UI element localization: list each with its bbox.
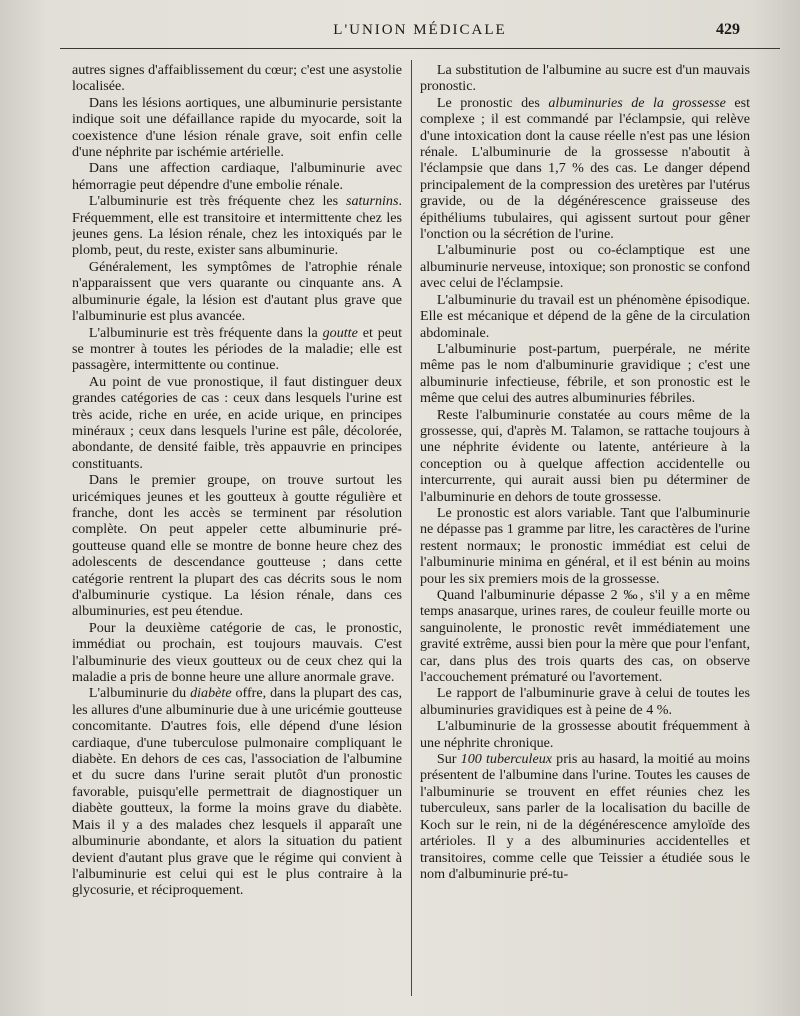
italic-term: 100 tuberculeux: [460, 751, 552, 768]
paragraph: L'albuminurie du travail est un phénomène épisodique. Elle est mécanique et dépend de la gêne de la circulation abdominale.: [420, 291, 750, 341]
paragraph: L'albuminurie post ou co-éclamptique est une albuminurie nerveuse, intoxique; son pronostic se confond avec celui de l'éclampsie.: [420, 242, 750, 292]
italic-term: goutte: [322, 324, 358, 341]
paragraph: Pour la deuxième catégorie de cas, le pronostic, immédiat ou prochain, est toujours mauvais. C'est l'albuminurie des vieux goutteux ou de ceux chez qui la maladie a pris de bonne heure une allure anormale grave.: [72, 619, 402, 686]
paragraph: Dans une affection cardiaque, l'albuminurie avec hémorragie peut dépendre d'une embolie rénale.: [72, 160, 402, 193]
page-number: 429: [716, 21, 740, 38]
running-header: [60, 20, 780, 49]
paragraph: autres signes d'affaiblissement du cœur; c'est une asystolie localisée.: [72, 62, 402, 95]
paragraph-text: Sur: [436, 751, 461, 768]
paragraph: [72, 685, 402, 898]
paragraph: Le rapport de l'albuminurie grave à celui de toutes les albuminuries gravidiques est à peine de 4 %.: [420, 685, 750, 718]
paragraph: Dans les lésions aortiques, une albuminurie persistante indique soit une défaillance rapide du myocarde, soit la coexistence d'une lésion rénale grave, soit enfin celle d'une néphrite par ischémie artérielle.: [72, 94, 402, 161]
column-divider: [411, 60, 412, 996]
paragraph: [72, 325, 402, 374]
italic-term: saturnins: [345, 193, 399, 210]
paragraph-text: est complexe ; il est commandé par l'éclampsie, qui relève d'une intoxication dont la cause réelle n'est pas une lésion rénale. L'albuminurie de la grossesse n'aboutit à l'éclampsie que dans 1,7 % des cas. Le danger dépend principalement de la compression des uretères par l'utérus gravide, ou de la dégénérescence graisseuse des épithéliums tubulaires, qui agissent surtout pour gêner l'onction ou la sécrétion de l'urine.: [420, 94, 750, 243]
paragraph: Au point de vue pronostique, il faut distinguer deux grandes catégories de cas : ceux dans lesquels l'urine est très acide, riche en urée, en acide urique, en principes minéraux ; ceux dans lesquels l'urine est pâle, décolorée, abondante, de densité faible, très appauvrie en principes constituants.: [72, 373, 402, 472]
paragraph-text: pris au hasard, la moitié au moins présentent de l'albumine dans l'urine. Toutes les causes de l'albuminurie se trouvent en effet réunies chez les tuberculeux, sans parler de la localisation du bacille de Koch sur le rein, ni de la dégénérescence amyloïde des artérioles. Il y a des albuminuries accidentelles et transitoires, comme celle que Teissier a étudiée sous le nom d'albuminurie pré-tu-: [420, 751, 750, 882]
paragraph-text: offre, dans la plupart des cas, les allures d'une albuminurie due à une uricémie goutteuse concomitante. D'autres fois, elle dépend d'une lésion cardiaque, d'une tuberculose pulmonaire compliquant le diabète. En dehors de ces cas, l'association de l'albumine et du sucre dans l'urine serait plutôt d'un pronostic favorable, puisqu'elle permettrait de diagnostiquer un diabète goutteux, la forme la moins grave du diabète. Mais il y a des malades chez lesquels il apparaît une albuminurie abondante, et alors la situation du patient devient d'autant plus grave que le régime qui convient à l'albuminurie est celui qui est le plus contraire à la glycosurie, et réciproquement.: [72, 685, 402, 899]
paragraph-text: L'albuminurie du: [88, 685, 191, 702]
italic-term: diabète: [190, 685, 232, 702]
paragraph-text: . Fréquemment, elle est transitoire et intermittente chez les jeunes gens. La lésion rénale, chez les intoxiqués par le plomb, peut, du reste, exister sans albuminurie.: [72, 193, 402, 259]
paragraph: Le pronostic est alors variable. Tant que l'albuminurie ne dépasse pas 1 gramme par litre, les caractères de l'urine restent normaux; le pronostic immédiat est celui de l'albuminurie minima en général, et il est bénin au moins pour les six premiers mois de la grossesse.: [420, 504, 750, 587]
left-column: [72, 62, 402, 997]
paragraph: [72, 193, 402, 259]
right-column: [420, 62, 750, 997]
paragraph-text: Le pronostic des: [436, 94, 549, 111]
paragraph: Reste l'albuminurie constatée au cours même de la grossesse, qui, d'après M. Talamon, se rattache toujours à une néphrite évidente ou latente, antérieure à la conception ou à quelque affection accidentelle ou intercurrente, qui aurait aussi bien pu déterminer de l'albuminurie en dehors de toute grossesse.: [420, 406, 750, 505]
paragraph: Dans le premier groupe, on trouve surtout les uricémiques jeunes et les goutteux à goutte régulière et franche, dont les accès se terminent par résolution complète. On peut appeler cette albuminurie pré-goutteuse quand elle se montre de bonne heure chez des adolescents de descendance goutteuse ; dans cette catégorie rentrent la plupart des cas décrits sous le nom d'albuminurie cystique. La lésion rénale, dans ces albuminuries, est peu étendue.: [72, 472, 402, 620]
paragraph: L'albuminurie de la grossesse aboutit fréquemment à une néphrite chronique.: [420, 718, 750, 751]
paragraph: La substitution de l'albumine au sucre est d'un mauvais pronostic.: [420, 62, 750, 95]
paragraph: [420, 95, 750, 243]
journal-title: L'UNION MÉDICALE: [333, 22, 507, 38]
paragraph: [420, 751, 750, 882]
italic-term: albuminuries de la grossesse: [548, 94, 726, 111]
paragraph-text: L'albuminurie est très fréquente chez les: [88, 193, 346, 210]
paragraph-text: et peut se montrer à toutes les périodes de la maladie; elle est passagère, intermittente ou continue.: [72, 324, 402, 374]
paragraph: Généralement, les symptômes de l'atrophie rénale n'apparaissent que vers quarante ou cinquante ans. A albuminurie égale, la lésion est d'autant plus grave que l'albuminurie est plus avancée.: [72, 258, 402, 325]
paragraph-text: L'albuminurie est très fréquente dans la: [88, 324, 323, 341]
paragraph: Quand l'albuminurie dépasse 2 ‰, s'il y a en même temps anasarque, urines rares, de couleur feuille morte ou sanguinolente, le pronostic revêt immédiatement une gravité extrême, aussi bien pour la mère que pour l'enfant, car, dans plus des trois quarts des cas, on observe l'accouchement prématuré ou l'avortement.: [420, 587, 750, 686]
paragraph: L'albuminurie post-partum, puerpérale, ne mérite même pas le nom d'albuminurie gravidique ; c'est une albuminurie infectieuse, fébrile, et son pronostic est le même que celui des autres albuminuries fébriles.: [420, 340, 750, 407]
